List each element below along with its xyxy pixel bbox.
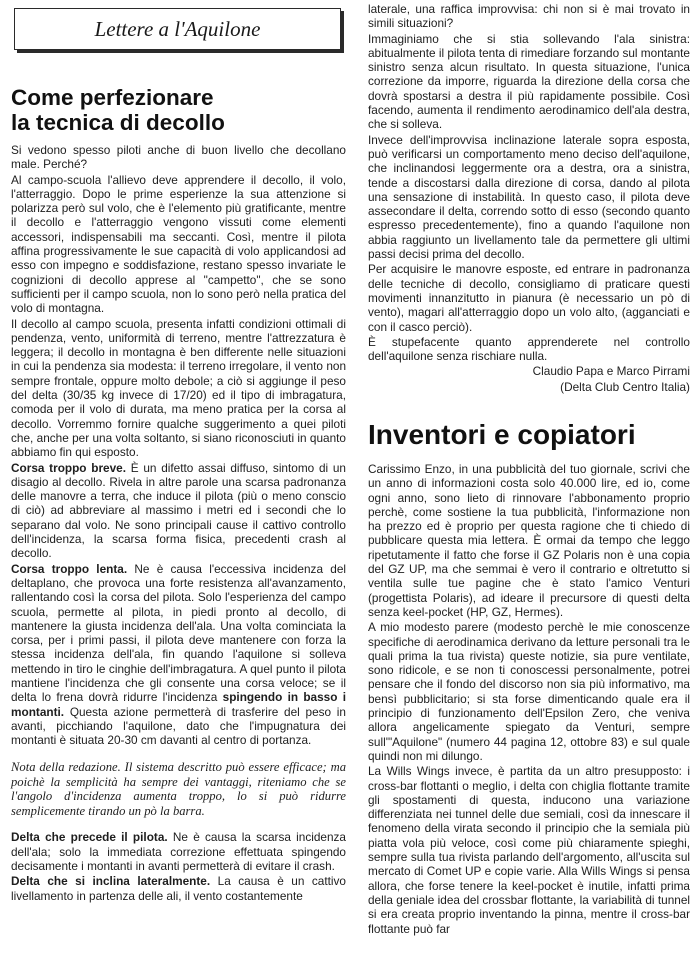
signature-names: Claudio Papa e Marco Pirrami (532, 364, 690, 379)
article2-body (368, 462, 690, 936)
signature-club: (Delta Club Centro Italia) (560, 379, 690, 394)
subsection-text: È un difetto assai diffuso, sintomo di un disagio al decollo. Rivela in altre parole una scarsa padronanza delle manovre a terra, che induce il pilota (più o meno conscio di ciò) ad abbreviare al massimo i metri ed i secondi che lo separano dal volo. Ne sono principali cause il cattivo controllo dell'incidenza, la scarsa forma fisica, precedenti crash al decollo. (11, 460, 346, 561)
subsection-text: Ne è causa la scarsa incidenza dell'ala; solo la immediata correzione effettuata spingendo decisamente i montanti in avanti permetterà di evitare il crash. (11, 830, 346, 874)
paragraph: laterale, una raffica improvvisa: chi non si è mai trovato in simili situazioni? (368, 2, 690, 31)
paragraph: Per acquisire le manovre esposte, ed entrare in padronanza delle tecniche di decollo, consigliamo di praticare questi movimenti innanzitutto in pianura (è necessario un pò di vento), magari all'atterraggio dopo un volo alto, (agganciati e con il casco perciò). (368, 262, 690, 334)
subsection-corsa-breve (11, 461, 346, 561)
article-title (11, 85, 346, 135)
subsection-heading: Delta che precede il pilota. (11, 830, 168, 845)
subsection-delta-precede (11, 830, 346, 873)
paragraph: La Wills Wings invece, è partita da un altro presupposto: i cross-bar flottanti o meglio, i delta con chiglia flottante tramite gli spostamenti di questa, inducono una variazione differenziata nei tunnel delle due semiali, così da innescare il fenomeno della virata secondo il principio che la semiala più piatta vola più veloce, così come più chiaramente spieghi, sempre sulla tua rivista parlando dell'argomento, all'uscita sul mercato di Comet UP e copie varie. Alla Wills Wings si pensa allora, che forse tenere la keel-pocket è inutile, infatti prima della geniale idea del crossbar flottante, la variabilità di tunnel si era creata proprio inventando la pinna, mentre il cross-bar flottante può far (368, 764, 690, 936)
title-line-1: Come perfezionare (11, 85, 214, 110)
subsection-heading: Corsa troppo breve. (11, 460, 127, 475)
paragraph: Invece dell'improvvisa inclinazione laterale sopra esposta, può verificarsi un comportamento meno deciso dell'aquilone, che inclinandosi leggermente ora a destra, ora a sinistra, tende a discostarsi dalla direzione di corsa, dando al pilota una sensazione di instabilità. In questo caso, il pilota deve assecondare il delta, correndo sotto di esso (secondo quanto espresso precedentemente), fino a quando l'aquilone non abbia raggiunto un livellamento tale da permettere gli ultimi passi decisi prima del decollo. (368, 132, 690, 262)
article-continuation (368, 2, 690, 394)
article2-title: Inventori e copiatori (368, 419, 636, 450)
subsection-heading: Corsa troppo lenta. (11, 561, 128, 576)
emphasis-text: spingendo in basso i montanti. (11, 690, 346, 719)
title-line-2: la tecnica di decollo (11, 110, 225, 135)
article-body (11, 143, 346, 903)
editor-note: Nota della redazione. Il sistema descritto può essere efficace; ma poichè la semplicità ha sempre dei vantaggi, riteniamo che se l'angolo d'incidenza aumenta troppo, lo si può ridurre semplicemente tirando un pò la barra. (11, 760, 346, 818)
subsection-heading: Delta che si inclina lateralmente. (11, 874, 211, 889)
paragraph: È stupefacente quanto apprenderete nel controllo dell'aquilone senza rischiare nulla. (368, 334, 690, 364)
subsection-text: La causa è un cattivo livellamento in partenza delle ali, il vento costantemente (11, 874, 346, 903)
section-header: Lettere a l'Aquilone (14, 8, 341, 50)
subsection-text: Ne è causa l'eccessiva incidenza del deltaplano, che provoca una forte resistenza all'avanzamento, rallentando così la corsa del pilota. Solo l'esperienza del campo scuola, permette al pilota, in piedi pronto al decollo, di mantenere la giusta incidenza dell'ala. Una volta cominciata la corsa, per i primi passi, il pilota deve mantenere con forza la stessa incidenza dell'ala, fin quando l'aquilone si solleva mettendo in tiro le cinghie dell'imbragatura. A quel punto il pilota mantiene l'incidenza che gli consente una corsa veloce; se il delta lo frena dovrà ridurre l'incidenza (11, 561, 346, 705)
paragraph: Immaginiamo che si stia sollevando l'ala sinistra: abitualmente il pilota tenta di rimediare forzando sul montante sinistro senza alcun risultato. In questa situazione, l'unica correzione da imporre, riguarda la direzione della corsa che dovrà spostarsi a destra il più rapidamente possibile. Così facendo, aumenta il rendimento aerodinamico dell'ala destra, che si solleva. (368, 31, 690, 132)
paragraph: Si vedono spesso piloti anche di buon livello che decollano male. Perché? (11, 143, 346, 172)
subsection-text: Questa azione permetterà di trasferire del peso in avanti, picchiando l'aquilone, dato che l'impugnatura dei montanti è situata 20-30 cm davanti al centro di portanza. (11, 704, 346, 748)
paragraph: A mio modesto parere (modesto perchè le mie conoscenze specifiche di aerodinamica derivano da letture personali tra le quali prima la tua rivista) queste notizie, sia pure ventilate, sono ridicole, e se non ti conoscessi personalmente, potrei pensare che il fondo del discorso non sia più informativo, ma bensì pubblicitario; si sta forse dimenticando quale era il principio di funzionamento dell'Epsilon Zero, che veniva allora angelicamente spiegato da Venturi, sempre sull'"Aquilone" (numero 44 pagina 12, ottobre 83) e sul quale quindi non mi dilungo. (368, 620, 690, 763)
subsection-corsa-lenta (11, 562, 346, 748)
paragraph: Al campo-scuola l'allievo deve apprendere il decollo, il volo, l'atterraggio. Dopo le prime esperienze la sua attenzione si polarizza però sul volo, che è l'elemento più gratificante, mentre il decollo e l'atterraggio vengono vissuti come elementi accessori, indispensabili ma seccanti. Così, mentre il pilota affina progressivamente le sue capacità di volo applicandosi ad esso con impegno e soddisfazione, restano spesso invariate le cognizioni di decollo apprese al "campetto", che se sono sufficienti per il campo scuola, non lo sono però nella pratica del volo di montagna. (11, 172, 346, 316)
subsection-delta-inclina (11, 874, 346, 903)
paragraph: Carissimo Enzo, in una pubblicità del tuo giornale, scrivi che un anno di informazioni costa solo 40.000 lire, ed io, come ogni anno, sono lieto di rinnovare l'abbonamento proprio perchè, come sostiene la tua pubblicità, l'informazione non ha prezzo ed è proprio per questa ragione che ti chiedo di pubblicare questa mia lettera. È ormai da tempo che leggo ripetutamente il fatto che forse il GZ Polaris non è una copia del GZ UP, ma che semmai è vero il contrario e oltretutto si ventila sulle tue pagine che è stato l'amico Venturi (progettista Polaris), ad ideare il precursore di questi delta senza keel-pocket (HP, GZ, Hermes). (368, 462, 690, 619)
paragraph: Il decollo al campo scuola, presenta infatti condizioni ottimali di pendenza, vento, uniformità di terreno, mentre l'attrezzatura è leggera; il decollo in montagna è ben differente nelle situazioni in cui la pendenza sia modesta: il terreno irregolare, il vento non sempre frontale, oppure molto debole; a ciò si aggiunge il peso del delta (30/35 kg invece di 17/20) ed il tipo di imbragatura, comoda per il volo di durata, ma meno pratica per la corsa al decollo. Vorremmo fornire qualche suggerimento a quei piloti che, anche per una volta soltanto, si siano riconosciuti in quanto abbiamo fin qui esposto. (11, 316, 346, 460)
